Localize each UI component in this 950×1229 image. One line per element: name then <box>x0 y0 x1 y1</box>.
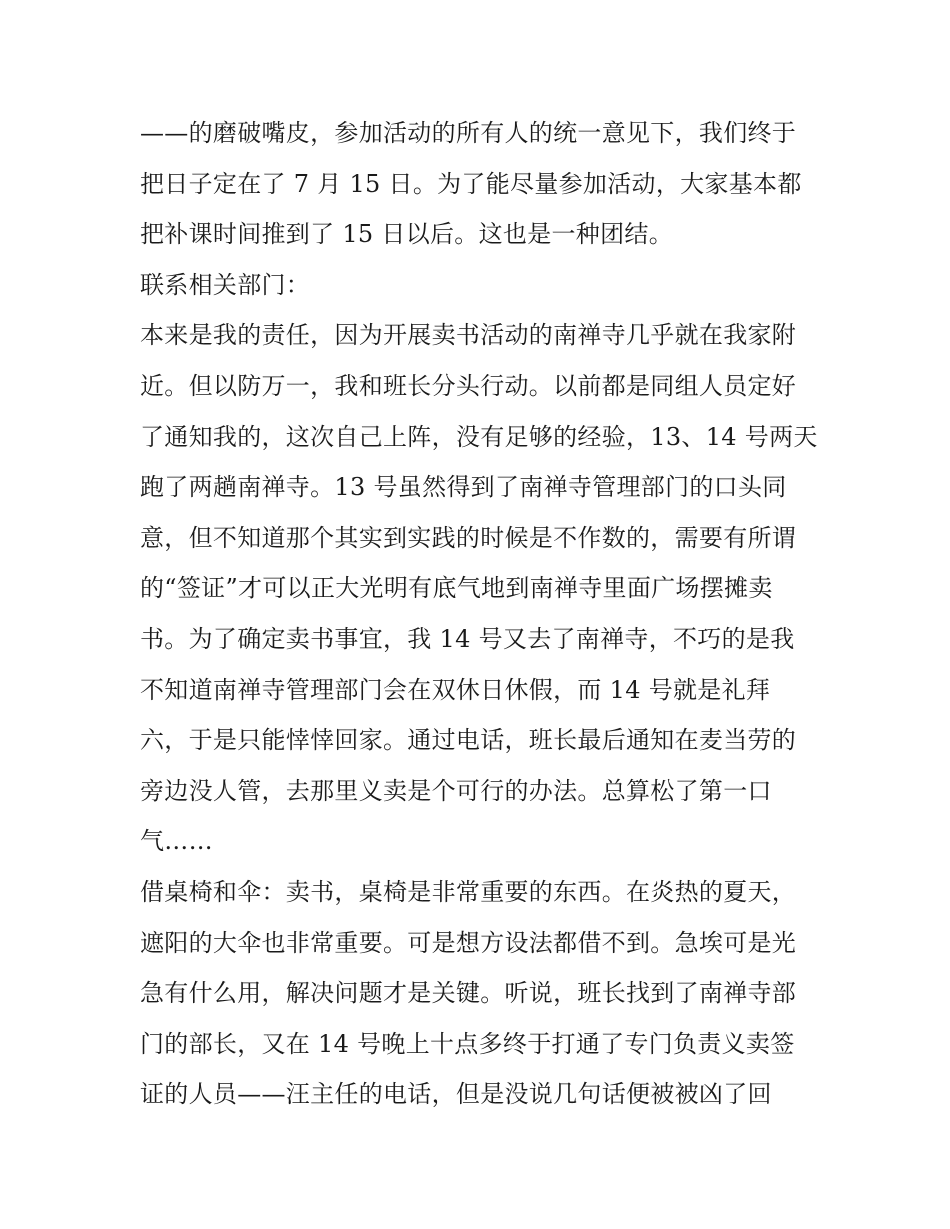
text-line: 把日子定在了 7 月 15 日。为了能尽量参加活动，大家基本都 <box>140 169 802 198</box>
text-line: 不知道南禅寺管理部门会在双休日休假，而 14 号就是礼拜 <box>140 675 771 704</box>
text-line: ——的磨破嘴皮，参加活动的所有人的统一意见下，我们终于 <box>140 119 797 147</box>
text-line: 把补课时间推到了 15 日以后。这也是一种团结。 <box>140 220 673 249</box>
text-line: 门的部长，又在 14 号晚上十点多终于打通了专门负责义卖签 <box>140 1029 795 1058</box>
text-line: 意，但不知道那个其实到实践的时候是不作数的，需要有所谓 <box>140 523 797 552</box>
text-line: 遮阳的大伞也非常重要。可是想方设法都借不到。急埃可是光 <box>140 928 797 957</box>
text-line: 书。为了确定卖书事宜，我 14 号又去了南禅寺，不巧的是我 <box>140 624 795 653</box>
document-body <box>140 108 820 1120</box>
text-line: 急有什么用，解决问题才是关键。听说，班长找到了南禅寺部 <box>140 979 797 1008</box>
text-line: 证的人员——汪主任的电话，但是没说几句话便被被凶了回 <box>140 1080 772 1109</box>
text-line: 借桌椅和伞：卖书，桌椅是非常重要的东西。在炎热的夏天， <box>140 877 797 906</box>
text-line: 本来是我的责任，因为开展卖书活动的南禅寺几乎就在我家附 <box>140 321 797 350</box>
text-line: 六，于是只能悻悻回家。通过电话，班长最后通知在麦当劳的 <box>140 726 797 755</box>
section-heading: 联系相关部门： <box>140 270 311 299</box>
text-line: 的“签证”才可以正大光明有底气地到南禅寺里面广场摆摊卖 <box>140 574 773 603</box>
text-line: 气…… <box>140 827 213 856</box>
text-line: 近。但以防万一，我和班长分头行动。以前都是同组人员定好 <box>140 371 797 400</box>
text-line: 跑了两趟南禅寺。13 号虽然得到了南禅寺管理部门的口头同 <box>140 473 787 502</box>
text-line: 了通知我的，这次自己上阵，没有足够的经验，13、14 号两天 <box>140 422 818 451</box>
text-line: 旁边没人管，去那里义卖是个可行的办法。总算松了第一口 <box>140 776 772 805</box>
